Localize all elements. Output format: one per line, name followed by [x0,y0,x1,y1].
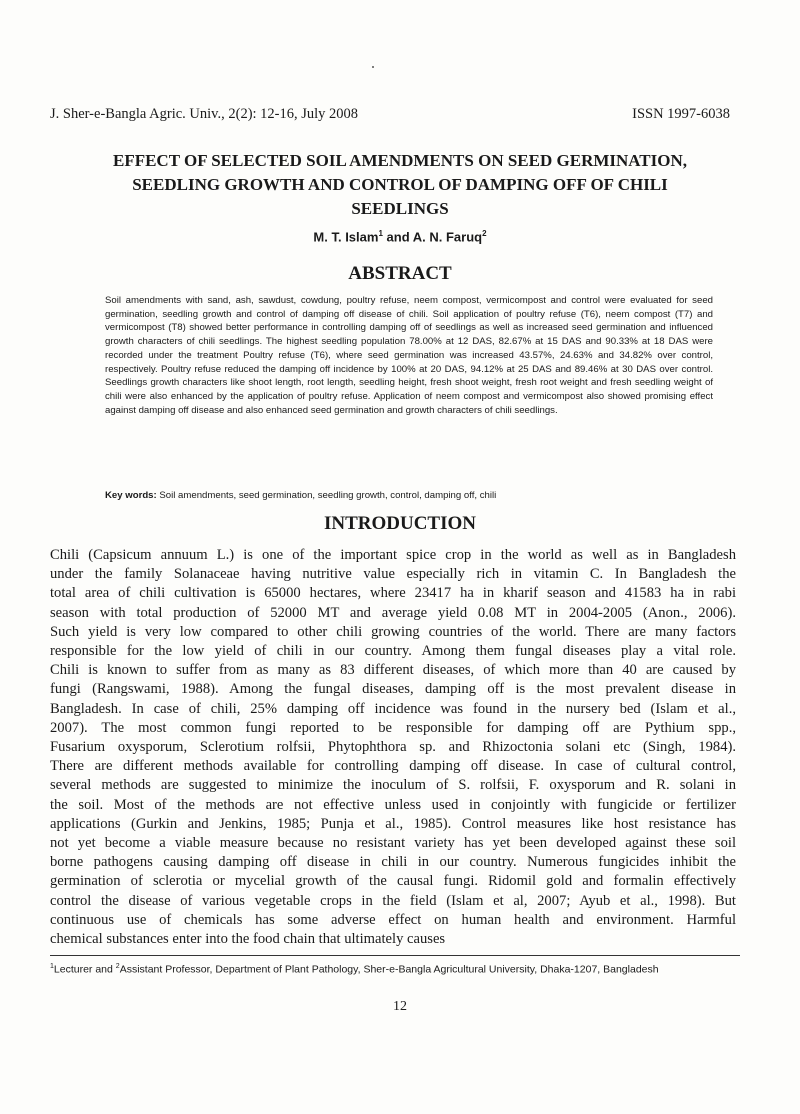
introduction-line: Chili is known to suffer from as many as 83 different diseases, of which more than 40 are caused by [50,662,736,679]
paper-title [40,149,760,221]
introduction-line: responsible for the low yield of chili in our country. Among them fungal diseases play a vital role. [50,643,736,660]
introduction-line: Bangladesh. In case of chili, 25% damping off incidence was found in the nursery bed (Islam et al., [50,700,736,717]
author-name: A. N. Faruq [412,229,483,245]
introduction-line: fungi (Rangswami, 1988). Among the fungal diseases, damping off is the most prevalent disease in [50,681,736,698]
authors [0,229,800,244]
footnote [50,960,740,977]
journal-citation: J. Sher-e-Bangla Agric. Univ., 2(2): 12-16, July 2008 [50,106,359,122]
abstract-heading: ABSTRACT [348,263,452,284]
keywords-text: Soil amendments, seed germination, seedling growth, control, damping off, chili [156,490,497,501]
introduction-line: chemical substances enter into the food chain that ultimately causes [50,931,446,948]
introduction-line: 2007). The most common fungi reported to be responsible for damping off are Pythium spp., [50,719,736,736]
introduction-text [50,546,736,949]
introduction-line: control the disease of various vegetable crops in the field (Islam et al, 2007; Ayub et al., 1998). But [50,892,736,909]
introduction-line: Fusarium oxysporum, Sclerotium rolfsii, Phytophthora sp. and Rhizoctonia solani etc (Singh, 1984). [50,739,736,756]
introduction-heading: INTRODUCTION [323,513,477,534]
abstract-text: Soil amendments with sand, ash, sawdust, cowdung, poultry refuse, neem compost, vermicompost and control were evaluated for seed germination, seedling growth and control of damping off disease of chili. Soil application of poultry refuse (T6), neem compost (T7) and vermicompost (T8) showed better performance in controlling damping off of seedlings as well as increased seed germination and influenced growth characters of chili seedlings. The highest seedling population 78.00% at 12 DAS, 82.67% at 15 DAS and 90.33% at 18 DAS were recorded under the treatment Poultry refuse (T6), where seed germination was increased 43.57%, 24.63% and 34.82% over control, respectively. Poultry refuse reduced the damping off incidence by 100% at 20 DAS, 94.12% at 25 DAS and 89.46% at 30 DAS over control. Seedlings growth characters like shoot length, root length, seedling height, fresh shoot weight, fresh root weight and fresh seedling weight of chili were also enhanced by the application of poultry refuse. Application of neem compost and vermicompost also showed promising effect against damping off disease and also enhanced seed germination and growth characters of chili seedlings. [105,295,713,416]
author-connector: and [382,229,413,245]
author-name: M. T. Islam [313,229,379,245]
journal-header [50,106,730,126]
footnote-marker: 2 [115,963,120,970]
page-number: 12 [393,999,407,1014]
footnote-marker: 1 [50,963,54,970]
introduction-line: applications (Gurkin and Jenkins, 1985; Punja et al., 1985). Control measures like host resistance has [50,815,736,832]
affiliation-marker: 2 [482,229,487,238]
introduction-line: several methods are suggested to minimize the inoculum of S. rolfsii, F. oxysporum and R. solani in [50,777,736,794]
footnote-text: Lecturer and [53,963,116,976]
introduction-line: total area of chili cultivation is 65000 hectares, where 23417 ha in kharif season and 41583 ha in rabi [50,585,736,602]
introduction-line: not yet become a viable measure because no resistant variety has yet been developed against these soil [50,835,736,852]
keywords-label: Key words: [105,490,157,501]
introduction-line: There are different methods available for controlling damping off disease. In case of cultural control, [50,758,736,775]
introduction-line: Chili (Capsicum annuum L.) is one of the important spice crop in the world as well as in Bangladesh [50,547,736,563]
title-line: EFFECT OF SELECTED SOIL AMENDMENTS ON SEED GERMINATION, [112,151,687,170]
introduction-line: the soil. Most of the methods are not effective unless used in conjointly with fungicide or fertilizer [50,796,736,813]
footnote-text: Assistant Professor, Department of Plant Pathology, Sher-e-Bangla Agricultural University, Dhaka-1207, Bangladesh [119,963,659,976]
introduction-line: under the family Solanaceae having nutritive value especially rich in vitamin C. In Bangladesh the [50,566,736,583]
introduction-line: germination of sclerotia or mycelial growth of the causal fungi. Ridomil gold and formalin effectively [50,873,736,890]
issn: ISSN 1997-6038 [632,106,730,122]
introduction-line: season with total production of 52000 MT and average yield 0.08 MT in 2004-2005 (Anon., 2006). [50,604,736,621]
keywords [105,490,725,501]
affiliation-marker: 1 [378,229,383,238]
introduction-line: Such yield is very low compared to other chili growing countries of the world. There are many factors [50,623,736,640]
footnote-divider [50,955,740,956]
title-line: SEEDLING GROWTH AND CONTROL OF DAMPING OFF OF CHILI [132,175,668,194]
scan-speck [372,66,374,68]
title-line: SEEDLINGS [351,199,449,218]
introduction-line: continuous use of chemicals has some adverse effect on human health and environment. Harmful [50,911,736,928]
introduction-line: borne pathogens causing damping off disease in chili in our country. Numerous fungicides inhibit the [50,854,736,871]
